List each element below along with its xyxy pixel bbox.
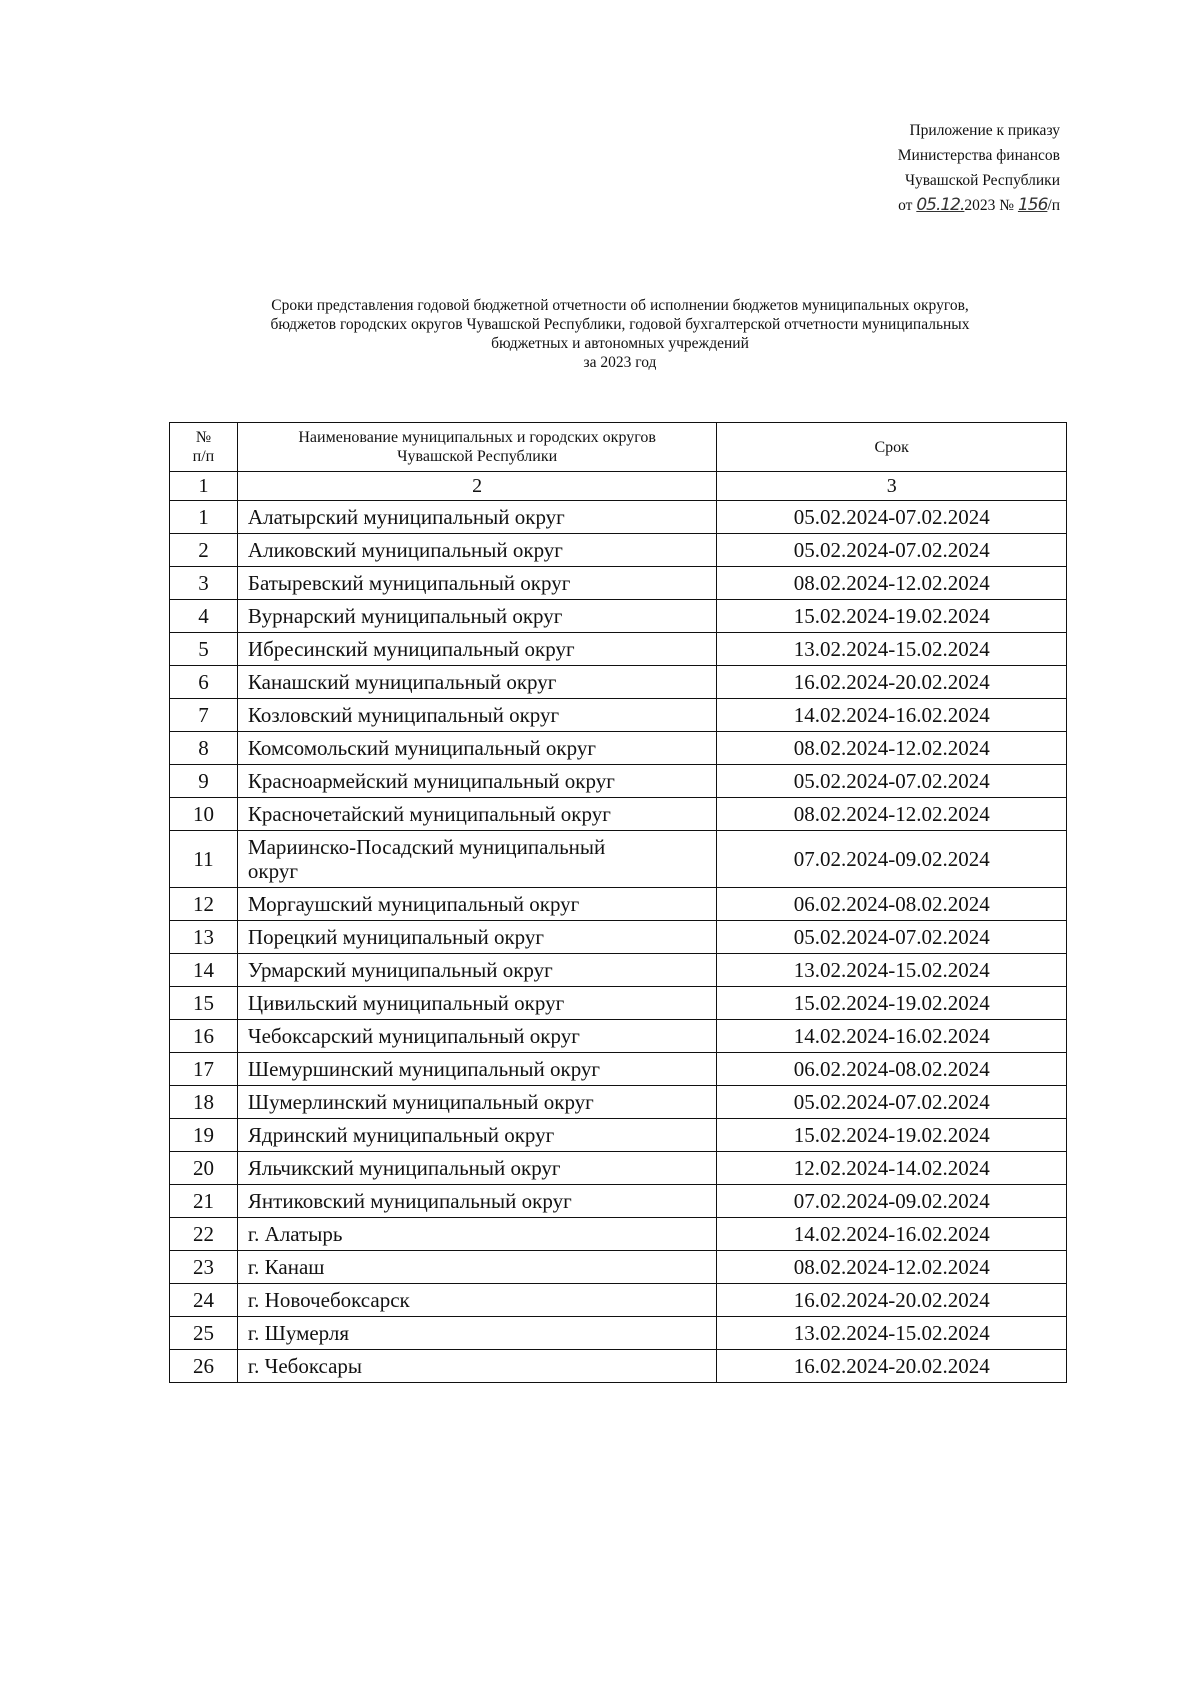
appendix-line-1: Приложение к приказу [909,122,1060,139]
district-name: Комсомольский муниципальный округ [237,732,716,765]
table-row [170,831,1067,888]
district-name: Урмарский муниципальный округ [237,954,716,987]
district-name: г. Канаш [237,1251,716,1284]
handwritten-date: 05.12. [916,195,965,215]
row-number: 11 [170,831,238,888]
table-row [170,1119,1067,1152]
row-number: 3 [170,567,238,600]
column-number-row [170,472,1067,501]
deadline: 13.02.2024-15.02.2024 [717,1317,1067,1350]
row-number: 9 [170,765,238,798]
deadline: 07.02.2024-09.02.2024 [717,831,1067,888]
row-number: 19 [170,1119,238,1152]
table-row [170,666,1067,699]
table-row [170,1251,1067,1284]
title-line-1: Сроки представления годовой бюджетной отчетности об исполнении бюджетов муниципальных округов, [271,297,969,314]
table-row [170,600,1067,633]
date-year: 2023 № [964,197,1015,214]
deadline: 15.02.2024-19.02.2024 [717,1119,1067,1152]
deadline: 05.02.2024-07.02.2024 [717,765,1067,798]
table-row [170,1317,1067,1350]
table-row [170,921,1067,954]
deadline: 14.02.2024-16.02.2024 [717,1020,1067,1053]
district-name: Янтиковский муниципальный округ [237,1185,716,1218]
table-row [170,633,1067,666]
row-number: 8 [170,732,238,765]
row-number: 21 [170,1185,238,1218]
row-number: 25 [170,1317,238,1350]
district-name: Козловский муниципальный округ [237,699,716,732]
deadline: 13.02.2024-15.02.2024 [717,633,1067,666]
row-number: 4 [170,600,238,633]
district-name: Аликовский муниципальный округ [237,534,716,567]
deadline: 07.02.2024-09.02.2024 [717,1185,1067,1218]
table-row [170,1185,1067,1218]
table-row [170,732,1067,765]
row-number: 26 [170,1350,238,1383]
deadline: 16.02.2024-20.02.2024 [717,666,1067,699]
row-number: 12 [170,888,238,921]
district-name: г. Новочебоксарск [237,1284,716,1317]
handwritten-number: 156 [1017,195,1048,215]
district-name: Ибресинский муниципальный округ [237,633,716,666]
deadline: 06.02.2024-08.02.2024 [717,888,1067,921]
title-line-3: бюджетных и автономных учреждений [491,335,749,352]
row-number: 23 [170,1251,238,1284]
schedule-table [169,422,1067,1383]
row-number: 10 [170,798,238,831]
header-name: Наименование муниципальных и городских округов Чувашской Республики [237,423,716,472]
deadline: 05.02.2024-07.02.2024 [717,1086,1067,1119]
deadline: 12.02.2024-14.02.2024 [717,1152,1067,1185]
row-number: 16 [170,1020,238,1053]
district-name: Ядринский муниципальный округ [237,1119,716,1152]
table-row [170,567,1067,600]
title-line-2: бюджетов городских округов Чувашской Республики, годовой бухгалтерской отчетности муниципальных [270,316,970,333]
table-row [170,534,1067,567]
table-row [170,987,1067,1020]
deadline: 08.02.2024-12.02.2024 [717,1251,1067,1284]
row-number: 24 [170,1284,238,1317]
deadline: 08.02.2024-12.02.2024 [717,567,1067,600]
district-name: Яльчикский муниципальный округ [237,1152,716,1185]
table-row [170,1152,1067,1185]
district-name: г. Чебоксары [237,1350,716,1383]
district-name: Чебоксарский муниципальный округ [237,1020,716,1053]
row-number: 7 [170,699,238,732]
row-number: 20 [170,1152,238,1185]
date-prefix: от [898,197,913,214]
column-number-2: 2 [237,472,716,501]
deadline: 08.02.2024-12.02.2024 [717,798,1067,831]
appendix-line-2: Министерства финансов [897,147,1060,164]
district-name: Батыревский муниципальный округ [237,567,716,600]
document-title [150,296,1090,372]
deadline: 06.02.2024-08.02.2024 [717,1053,1067,1086]
title-line-4: за 2023 год [583,354,657,371]
row-number: 17 [170,1053,238,1086]
table-row [170,888,1067,921]
row-number: 22 [170,1218,238,1251]
deadline: 14.02.2024-16.02.2024 [717,699,1067,732]
row-number: 2 [170,534,238,567]
district-name: Вурнарский муниципальный округ [237,600,716,633]
appendix-block [860,118,1060,218]
deadline: 05.02.2024-07.02.2024 [717,534,1067,567]
table-row [170,1053,1067,1086]
district-name: Мариинско-Посадский муниципальный округ [237,831,716,888]
table-row [170,954,1067,987]
appendix-line-3: Чувашской Республики [904,172,1060,189]
deadline: 08.02.2024-12.02.2024 [717,732,1067,765]
district-name: г. Алатырь [237,1218,716,1251]
deadline: 14.02.2024-16.02.2024 [717,1218,1067,1251]
table-row [170,699,1067,732]
district-name: Алатырский муниципальный округ [237,501,716,534]
appendix-date-line [860,193,1060,218]
deadline: 13.02.2024-15.02.2024 [717,954,1067,987]
district-name: г. Шумерля [237,1317,716,1350]
column-number-3: 3 [717,472,1067,501]
table-row [170,1020,1067,1053]
district-name: Красночетайский муниципальный округ [237,798,716,831]
district-name: Шемуршинский муниципальный округ [237,1053,716,1086]
row-number: 13 [170,921,238,954]
table-row [170,1218,1067,1251]
table-row [170,1086,1067,1119]
table-row [170,1284,1067,1317]
deadline: 15.02.2024-19.02.2024 [717,987,1067,1020]
row-number: 6 [170,666,238,699]
district-name: Шумерлинский муниципальный округ [237,1086,716,1119]
district-name: Моргаушский муниципальный округ [237,888,716,921]
deadline: 05.02.2024-07.02.2024 [717,501,1067,534]
row-number: 15 [170,987,238,1020]
table-row [170,1350,1067,1383]
row-number: 14 [170,954,238,987]
deadline: 15.02.2024-19.02.2024 [717,600,1067,633]
table-row [170,501,1067,534]
deadline: 16.02.2024-20.02.2024 [717,1284,1067,1317]
deadline: 16.02.2024-20.02.2024 [717,1350,1067,1383]
district-name: Порецкий муниципальный округ [237,921,716,954]
deadline: 05.02.2024-07.02.2024 [717,921,1067,954]
row-number: 1 [170,501,238,534]
header-term: Срок [717,423,1067,472]
number-suffix: /п [1047,197,1060,214]
table-row [170,798,1067,831]
column-number-1: 1 [170,472,238,501]
row-number: 5 [170,633,238,666]
header-num: № п/п [170,423,238,472]
district-name: Канашский муниципальный округ [237,666,716,699]
table-header-row [170,423,1067,472]
table-row [170,765,1067,798]
district-name: Цивильский муниципальный округ [237,987,716,1020]
district-name: Красноармейский муниципальный округ [237,765,716,798]
row-number: 18 [170,1086,238,1119]
